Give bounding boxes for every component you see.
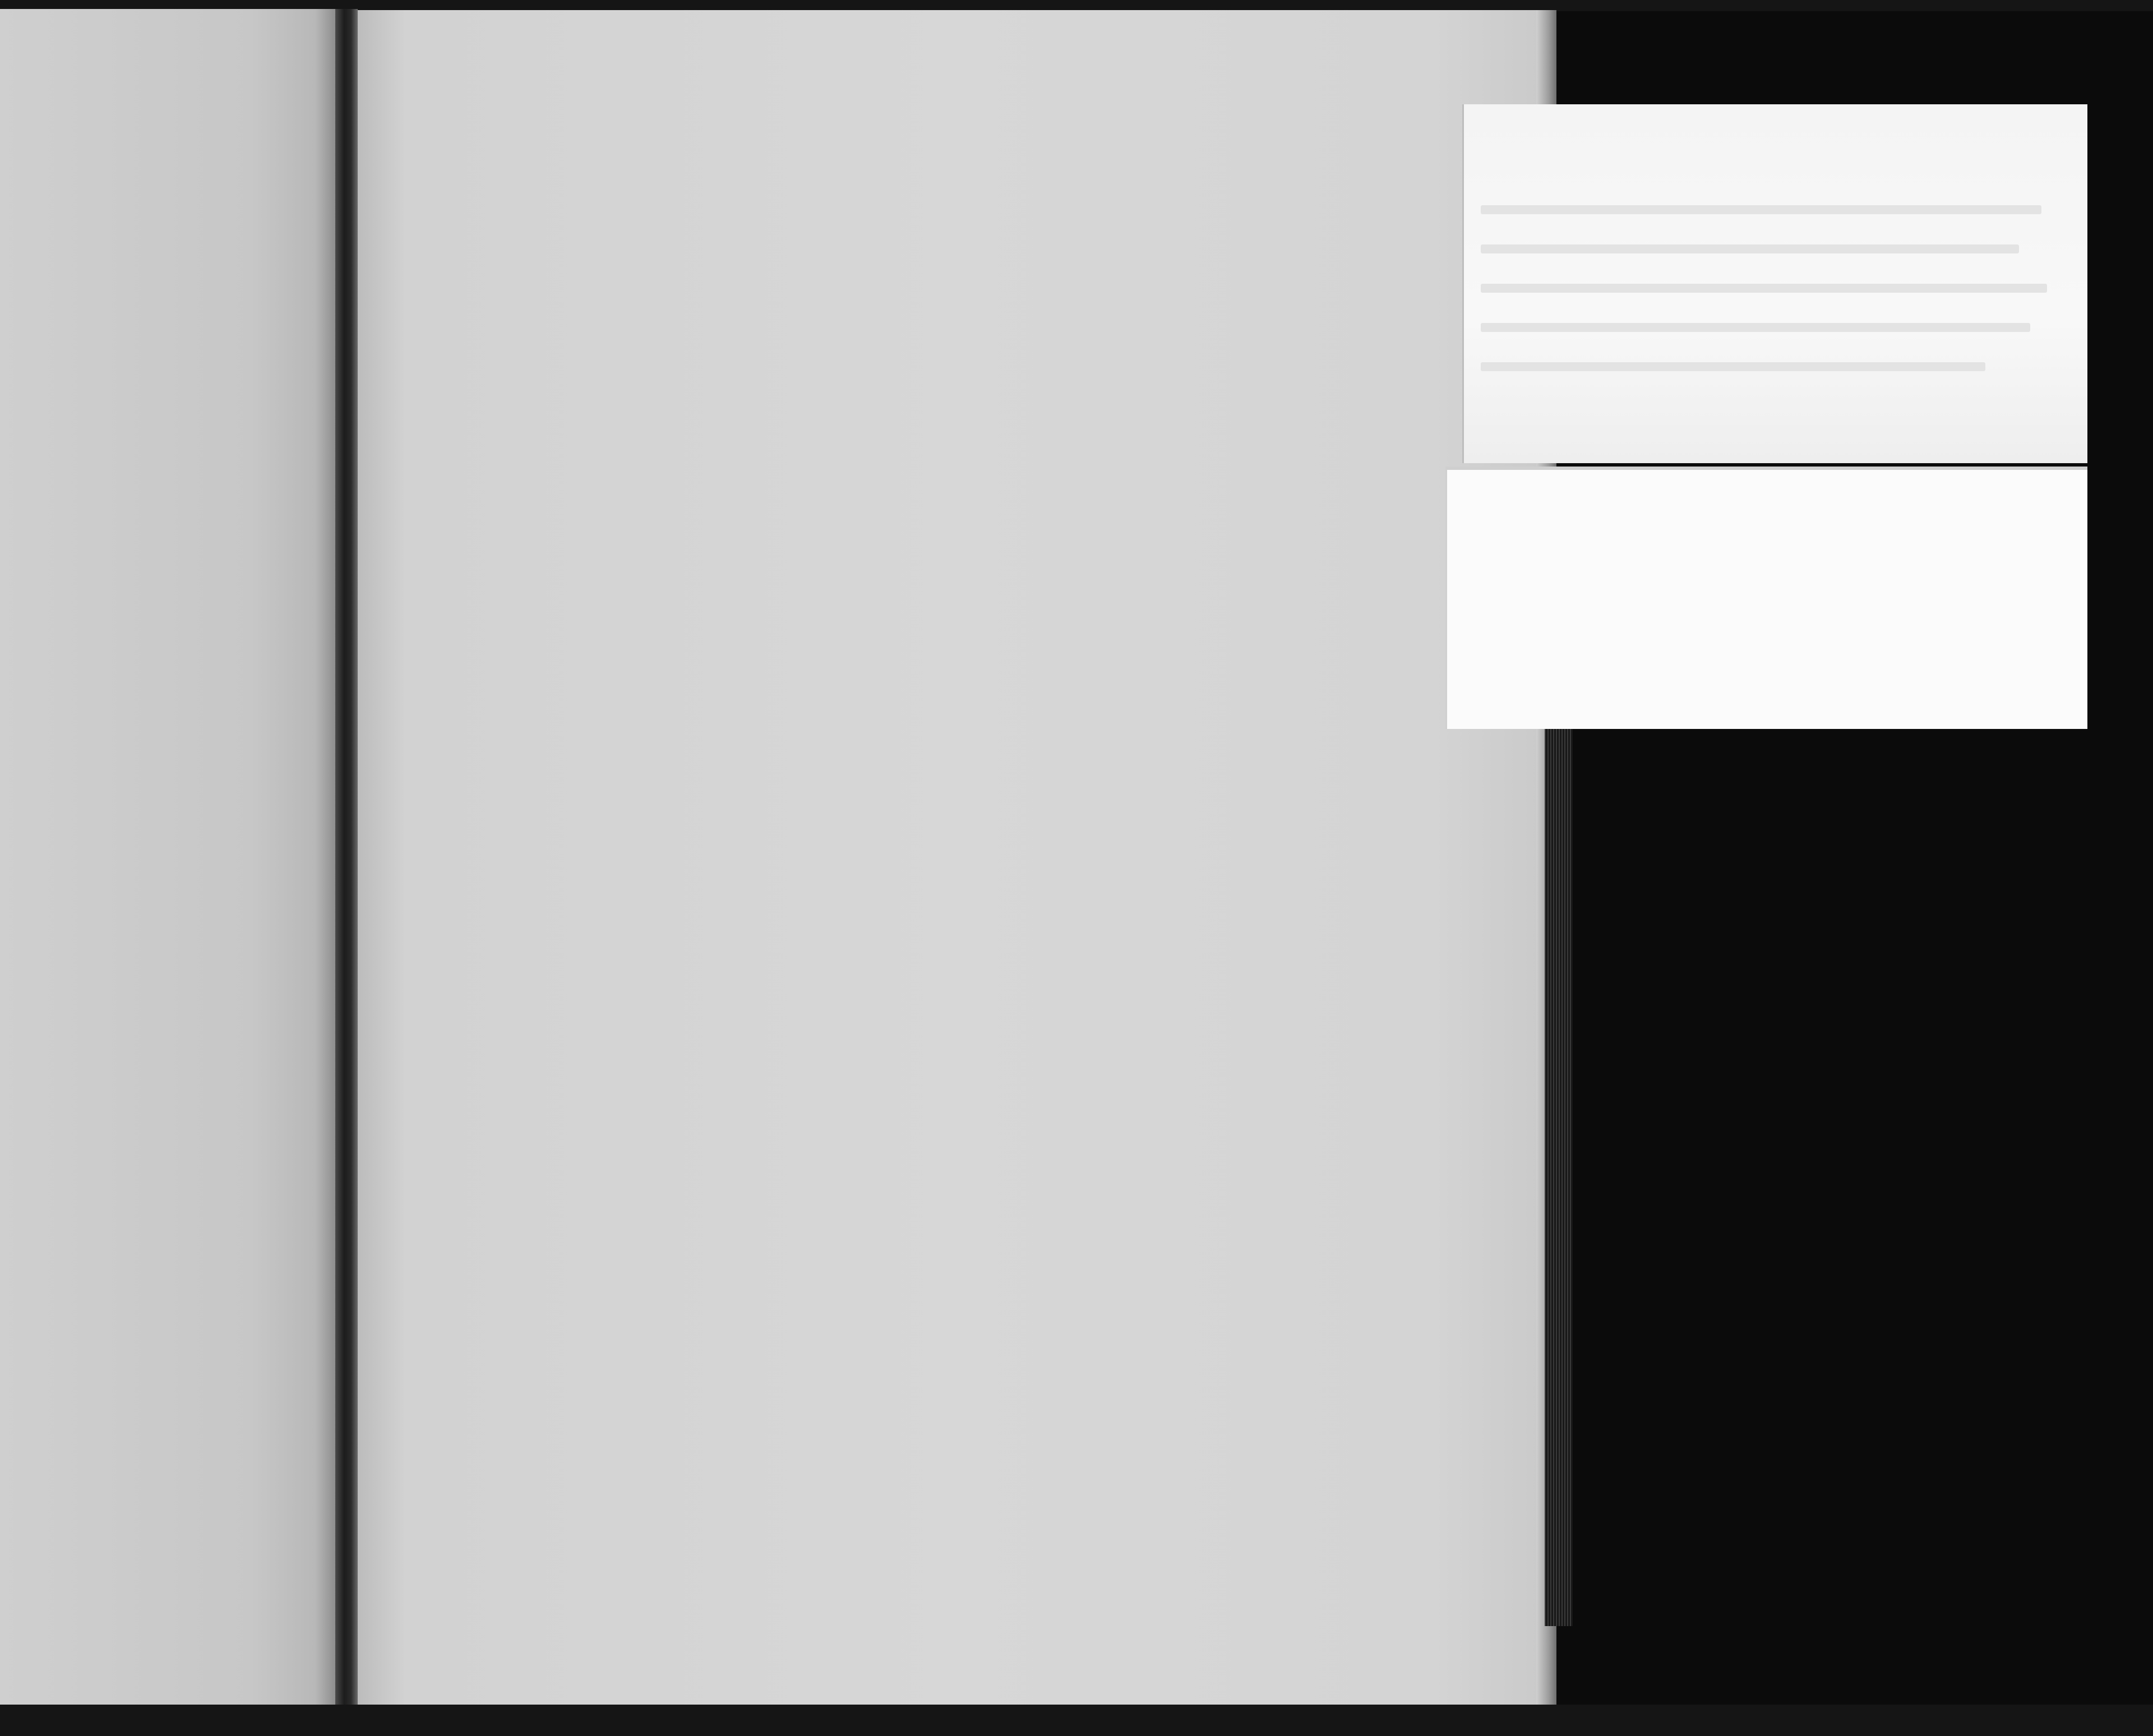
paper-slip-upper bbox=[1462, 104, 2087, 463]
bleed-through-line bbox=[1481, 205, 2041, 214]
scan-bottom-border bbox=[0, 1705, 2153, 1736]
right-page bbox=[358, 10, 1552, 1706]
bleed-through-line bbox=[1481, 284, 2047, 293]
bleed-through-line bbox=[1481, 323, 2030, 332]
bleed-through-line bbox=[1481, 362, 1985, 371]
book-gutter bbox=[335, 9, 358, 1708]
left-page bbox=[0, 9, 335, 1705]
bleed-through-line bbox=[1481, 244, 2019, 253]
paper-slip-lower bbox=[1445, 467, 2087, 729]
page-stack-edge bbox=[1545, 729, 1573, 1626]
